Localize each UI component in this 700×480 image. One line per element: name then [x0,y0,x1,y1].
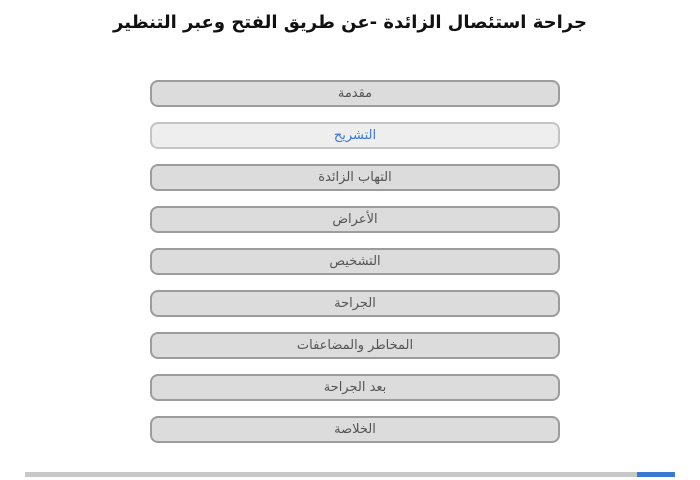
progress-bar [25,472,675,477]
menu-item-after-surgery[interactable]: بعد الجراحة [150,374,560,401]
menu-item-introduction[interactable]: مقدمة [150,80,560,107]
page-title: جراحة استئصال الزائدة -عن طريق الفتح وعبر التنظير [113,12,587,33]
menu-item-surgery[interactable]: الجراحة [150,290,560,317]
menu-item-appendicitis[interactable]: التهاب الزائدة [150,164,560,191]
menu-item-summary[interactable]: الخلاصة [150,416,560,443]
menu-item-diagnosis[interactable]: التشخيص [150,248,560,275]
menu-item-symptoms[interactable]: الأعراض [150,206,560,233]
menu-item-anatomy[interactable]: التشريح [150,122,560,149]
progress-bar-fill [637,472,675,477]
menu-item-risks-complications[interactable]: المخاطر والمضاعفات [150,332,560,359]
section-menu [150,80,560,443]
